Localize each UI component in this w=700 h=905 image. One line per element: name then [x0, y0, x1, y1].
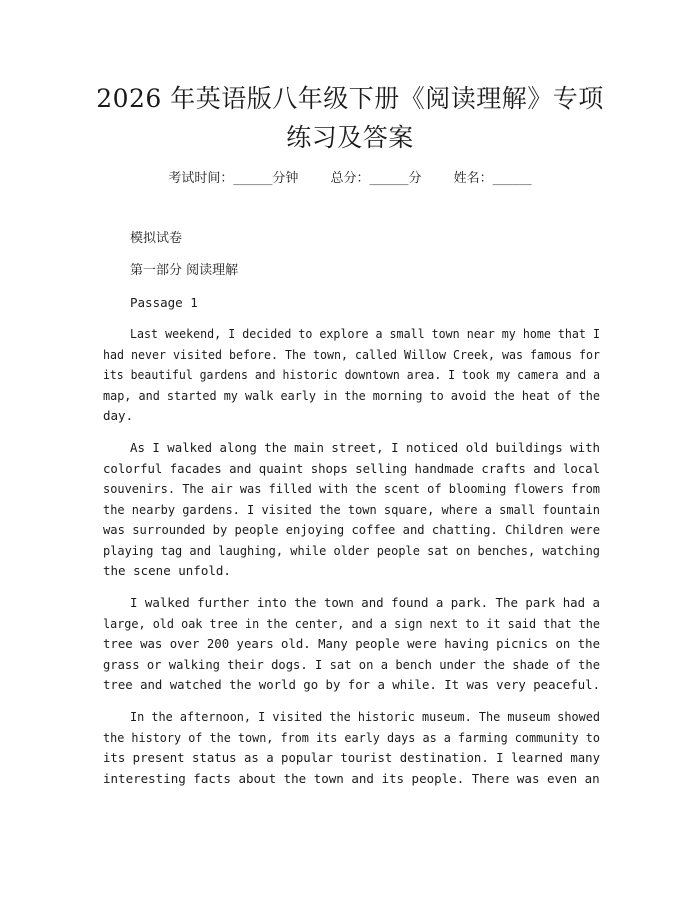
- exam-score-unit: 分: [408, 171, 422, 186]
- paragraph-3-line-3: tree was over 200 years old. Many people were having picnics on the: [103, 636, 601, 651]
- part-title: 第一部分 阅读理解: [130, 263, 239, 278]
- exam-score-blank: ______: [369, 171, 409, 186]
- exam-time-unit: 分钟: [272, 171, 299, 186]
- paragraph-2-line-6: playing tag and laughing, while older people sat on benches, watching: [103, 542, 601, 558]
- exam-time-field: [168, 170, 298, 188]
- paragraph-3-line-1: I walked further into the town and found a park. The park had a: [130, 595, 601, 610]
- document-title-line-1: 2026 年英语版八年级下册《阅读理解》专项: [96, 84, 604, 113]
- paragraph-3-line-4: grass or walking their dogs. I sat on a bench under the shade of the: [103, 656, 601, 672]
- exam-time-label: 考试时间：: [168, 171, 234, 186]
- exam-name-field: [454, 170, 532, 188]
- exam-score-label: 总分：: [330, 171, 370, 186]
- paragraph-1-line-1: Last weekend, I decided to explore a small town near my home that I: [130, 326, 600, 341]
- paragraph-4-line-2: the history of the town, from its early days as a farming community to: [103, 729, 600, 745]
- passage-title: Passage 1: [130, 295, 198, 310]
- paragraph-2-line-5: was surrounded by people enjoying coffee and chatting. Children were: [103, 522, 601, 537]
- exam-score-field: [330, 170, 421, 188]
- paragraph-2-line-1: As I walked along the main street, I noticed old buildings with: [130, 440, 601, 455]
- paragraph-4-line-1: In the afternoon, I visited the historic museum. The museum showed: [130, 709, 600, 724]
- paragraph-2-line-7: the scene unfold.: [103, 563, 231, 578]
- exam-info-row: [0, 170, 700, 188]
- paragraph-3-line-5: tree and watched the world go by for a while. It was very peaceful.: [103, 677, 601, 692]
- exam-name-blank: ______: [492, 171, 532, 186]
- paragraph-3-line-2: large, old oak tree in the center, and a sign next to it said that the: [103, 615, 600, 631]
- exam-name-label: 姓名：: [453, 171, 493, 186]
- paragraph-4-line-3: its present status as a popular tourist destination. I learned many: [103, 750, 601, 765]
- paragraph-1-line-3: its beautiful gardens and historic downtown area. I took my camera and a: [103, 367, 600, 382]
- paragraph-1-line-4: map, and started my walk early in the morning to avoid the heat of the: [103, 387, 600, 403]
- paragraph-2-line-3: souvenirs. The air was filled with the scent of blooming flowers from: [103, 481, 601, 496]
- section-type-label: 模拟试卷: [130, 231, 183, 246]
- paragraph-4-line-4: interesting facts about the town and its people. There was even an: [103, 770, 600, 786]
- exam-time-blank: ______: [233, 171, 273, 186]
- paragraph-2-line-2: colorful facades and quaint shops selling handmade crafts and local: [103, 460, 601, 476]
- paragraph-1-line-2: had never visited before. The town, called Willow Creek, was famous for: [103, 346, 600, 362]
- paragraph-1-line-5: day.: [103, 408, 134, 423]
- paragraph-2-line-4: the nearby gardens. I visited the town square, where a small fountain: [103, 501, 601, 517]
- document-title-line-2: 练习及答案: [286, 123, 414, 152]
